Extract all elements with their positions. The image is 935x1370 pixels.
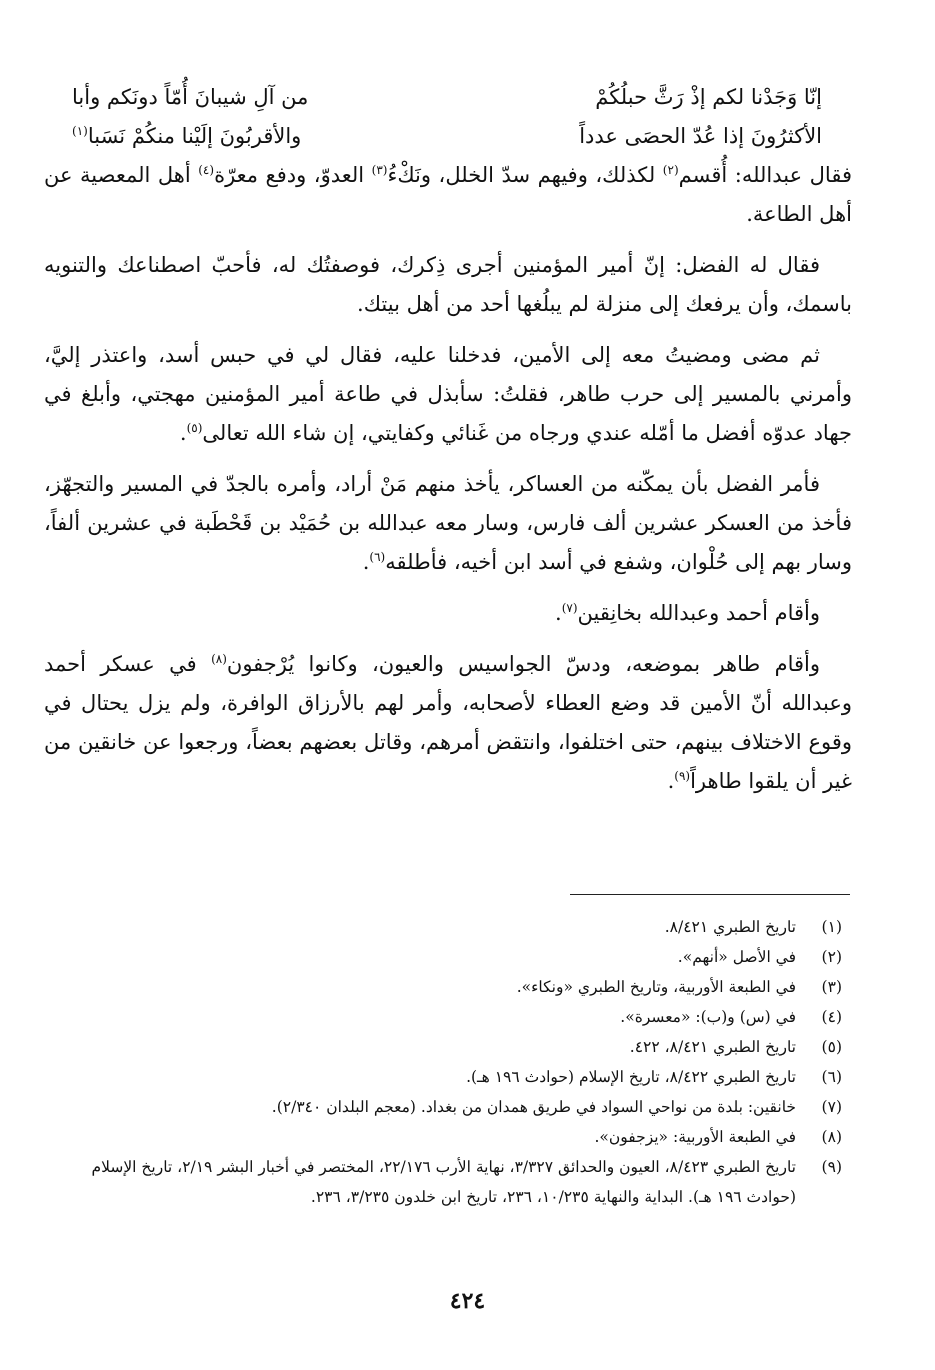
footnote-6 <box>40 1062 852 1092</box>
verse-1-left-hemistich: من آلِ شيبانَ أُمّاً دونَكم وأبا <box>72 85 309 109</box>
footnote-9 <box>40 1152 852 1212</box>
footnote-ref-5: (٥) <box>186 421 203 435</box>
footnote-text: خانقين: بلدة من نواحي السواد في طريق همدان من بغداد. (معجم البلدان ٢/٣٤٠). <box>271 1098 796 1116</box>
paragraph-5-text: وأقام أحمد وعبدالله بخانِقين <box>577 601 820 625</box>
footnote-8 <box>40 1122 852 1152</box>
verse-2-left-text: والأقربُونَ إلَيْنا منكُمْ نَسَبا <box>87 124 302 148</box>
footnote-1 <box>40 912 852 942</box>
paragraph-5 <box>44 594 852 633</box>
paragraph-1-text: فقال عبدالله: أُقسم <box>678 163 852 187</box>
paragraph-1-text: أهل المعصية عن أهل الطاعة. <box>44 163 852 226</box>
footnote-ref-8: (٨) <box>211 652 227 666</box>
footnote-text: في (س) و(ب): «معسرة». <box>620 1008 796 1026</box>
paragraph-2-text: فقال له الفضل: إنّ أمير المؤمنين أجرى ذِكرك، فوصفتُك له، فأحبّ اصطناعك والتنويه باسمك، وأن يرفعك إلى منزلة لم يبلُغها أحد من أهل بيتك. <box>44 253 852 316</box>
footnote-text: تاريخ الطبري ٨/٤٢٣، العيون والحدائق ٣/٣٢٧، نهاية الأرب ٢٢/١٧٦، المختصر في أخبار البشر ٢/١٩، تاريخ الإسلام (حوادث ١٩٦ هـ). البداية والنهاية ١٠/٢٣٥، ٢٣٦، تاريخ ابن خلدون ٣/٢٣٥، ٢٣٦. <box>91 1158 796 1206</box>
footnote-separator <box>570 894 850 895</box>
paragraph-4-text: فأمر الفضل بأن يمكّنه من العساكر، يأخذ منهم مَنْ أراد، وأمره بالجدّ في المسير والتجهّز، فأخذ من العسكر عشرين ألف فارس، وسار معه عبدالله بن حُمَيْد بن قَحْطَبة في عشرين ألفاً، وسار بهم إلى حُلْوان، وشفع في أسد ابن أخيه، فأطلقه <box>44 472 852 574</box>
footnote-number: (٨) <box>821 1128 842 1146</box>
paragraph-1-text: لكذلك، وفيهم سدّ الخلل، ونَكْءُ <box>387 163 663 187</box>
footnote-3 <box>40 972 852 1002</box>
footnote-2 <box>40 942 852 972</box>
verse-1-right-hemistich: إنّا وَجَدْنا لكم إذْ رَثَّ حبلُكُمْ <box>595 85 822 109</box>
footnote-number: (٢) <box>821 948 842 966</box>
footnote-ref-7: (٧) <box>561 601 578 615</box>
footnote-text: تاريخ الطبري ٨/٤٢٢، تاريخ الإسلام (حوادث ١٩٦ هـ). <box>466 1068 796 1086</box>
footnote-5 <box>40 1032 852 1062</box>
verse-2-right-hemistich: الأكثرُونَ إذا عُدّ الحصَى عدداً <box>579 124 822 148</box>
footnote-number: (٤) <box>821 1008 842 1026</box>
paragraph-6 <box>44 645 852 801</box>
paragraph-2 <box>44 246 852 324</box>
footnote-text: في الطبعة الأوربية، وتاريخ الطبري «ونكاء». <box>516 978 796 996</box>
footnote-4 <box>40 1002 852 1032</box>
footnote-number: (٧) <box>821 1098 842 1116</box>
footnote-ref-6: (٦) <box>369 550 386 564</box>
footnote-text: تاريخ الطبري ٨/٤٢١. <box>664 918 796 936</box>
paragraph-6-text: في عسكر أحمد وعبدالله أنّ الأمين قد وضع العطاء لأصحابه، وأمر لهم بالأرزاق الوافرة، ولم يزل يحتال في وقوع الاختلاف بينهم، حتى اختلفوا، وانتقض أمرهم، وقاتل بعضهم بعضاً، ورجعوا عن خانقين من غير أن يلقوا طاهراً <box>44 652 852 793</box>
footnote-number: (٣) <box>821 978 842 996</box>
verse-line-1 <box>44 78 852 117</box>
footnotes <box>40 912 852 1212</box>
footnote-number: (١) <box>821 918 842 936</box>
paragraph-4 <box>44 465 852 582</box>
footnote-ref-4: (٤) <box>198 163 215 177</box>
footnote-ref-1: (١) <box>72 124 88 138</box>
paragraph-1 <box>44 156 852 234</box>
footnote-text: في الأصل «أنهم». <box>677 948 796 966</box>
footnote-text: في الطبعة الأوربية: «يزجفون». <box>594 1128 796 1146</box>
footnote-number: (٩) <box>821 1158 842 1176</box>
paragraph-1-text: العدوّ، ودفع معرّة <box>214 163 372 187</box>
paragraph-6-text: وأقام طاهر بموضعه، ودسّ الجواسيس والعيون، وكانوا يُرْجفون <box>226 652 820 676</box>
paragraph-3 <box>44 336 852 453</box>
verse-2-left-hemistich <box>72 117 301 156</box>
paragraph-3-text: . <box>179 421 187 445</box>
footnote-7 <box>40 1092 852 1122</box>
page-number: ٤٢٤ <box>449 1288 486 1314</box>
footnote-text: تاريخ الطبري ٨/٤٢١، ٤٢٢. <box>629 1038 796 1056</box>
paragraph-3-text: ثم مضى ومضيتُ معه إلى الأمين، فدخلنا عليه، فقال لي في حبس أسد، واعتذر إليَّ، وأمرني بالمسير إلى حرب طاهر، فقلتُ: سأبذل في طاعة أمير المؤمنين مهجتي، وأبلغ في جهاد عدوّه أفضل ما أمّله عندي ورجاه من غَنائي وكفايتي، إن شاء الله تعالى <box>44 343 852 445</box>
footnote-number: (٦) <box>821 1068 842 1086</box>
footnote-number: (٥) <box>821 1038 842 1056</box>
paragraph-6-text: . <box>667 769 675 793</box>
footnote-ref-2: (٢) <box>662 163 679 177</box>
paragraph-5-text: . <box>555 601 562 625</box>
paragraph-4-text: . <box>362 550 370 574</box>
footnote-ref-3: (٣) <box>371 163 388 177</box>
main-text <box>44 78 852 801</box>
footnote-ref-9: (٩) <box>674 769 691 783</box>
verse-line-2 <box>44 117 852 156</box>
